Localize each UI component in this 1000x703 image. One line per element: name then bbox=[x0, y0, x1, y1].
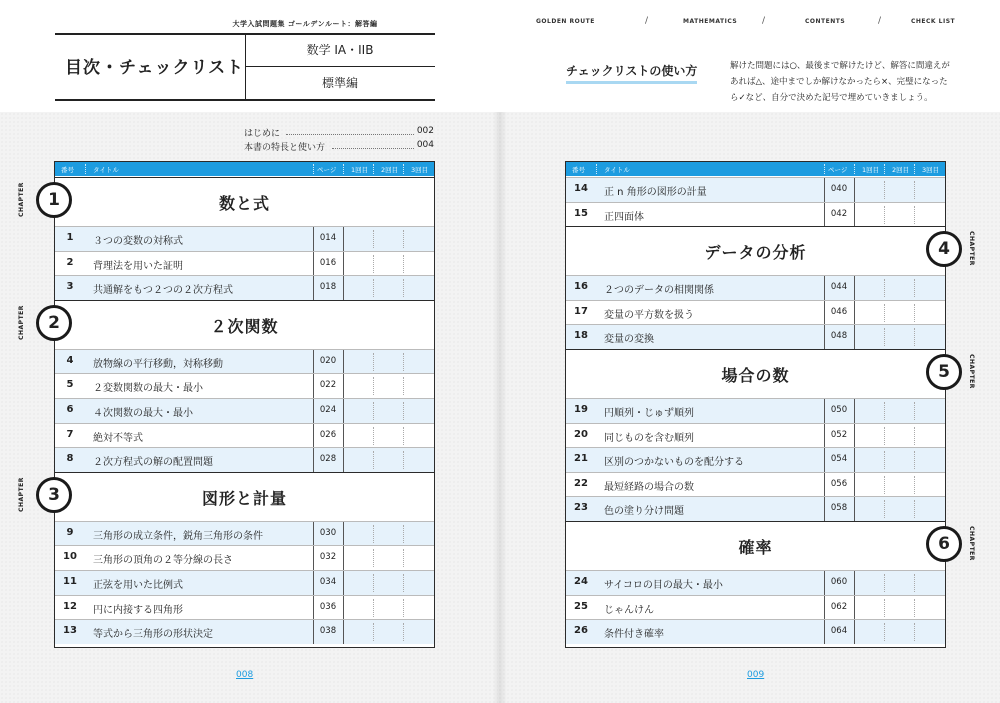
check-cell-1[interactable] bbox=[854, 473, 884, 497]
column-divider bbox=[313, 252, 314, 276]
check-cell-1[interactable] bbox=[343, 546, 373, 570]
level-label: 標準編 bbox=[321, 76, 358, 90]
column-divider bbox=[313, 546, 314, 570]
howto-text: 解けた問題には○、最後まで解けたけど、解答に間違えがあれば△、途中までしか解けなかったら×、完璧になったら✓など、自分で決めた記号で埋めていきましょう。 bbox=[730, 61, 950, 103]
subject-label: 数学 IA・IIB bbox=[306, 43, 374, 57]
check-cell-1[interactable] bbox=[343, 399, 373, 423]
table-row bbox=[55, 349, 434, 374]
problem-number: 5 bbox=[66, 379, 74, 391]
check-cell-1[interactable] bbox=[854, 448, 884, 472]
check-cell-2[interactable] bbox=[884, 203, 914, 227]
column-divider bbox=[824, 178, 825, 202]
check-cell-2[interactable] bbox=[373, 424, 403, 448]
problem-page: 040 bbox=[830, 184, 848, 194]
problem-title: ２つのデータの相関関係 bbox=[604, 285, 714, 297]
check-cell-2[interactable] bbox=[373, 546, 403, 570]
problem-page: 062 bbox=[830, 601, 848, 612]
check-cell-3[interactable] bbox=[403, 620, 433, 644]
header-title: タイトル bbox=[604, 166, 630, 174]
problem-page: 022 bbox=[319, 380, 337, 391]
intro-item bbox=[244, 126, 434, 140]
header-title: タイトル bbox=[93, 166, 119, 174]
column-divider bbox=[824, 620, 825, 644]
problem-page: 058 bbox=[830, 503, 848, 514]
problem-number: 13 bbox=[63, 625, 77, 637]
nav-separator: / bbox=[762, 16, 766, 26]
table-header bbox=[566, 162, 945, 176]
check-cell-2[interactable] bbox=[373, 571, 403, 595]
table-row bbox=[566, 619, 945, 644]
check-cell-3[interactable] bbox=[914, 178, 944, 202]
header-c1: 1回目 bbox=[351, 166, 369, 174]
check-cell-3[interactable] bbox=[403, 227, 433, 251]
check-cell-2[interactable] bbox=[884, 399, 914, 423]
problem-page: 048 bbox=[830, 331, 848, 342]
table-row bbox=[55, 521, 434, 546]
intro-list bbox=[244, 126, 434, 156]
chapter-title: 図形と計量 bbox=[201, 488, 287, 508]
chapter-label: CHAPTER bbox=[17, 304, 25, 340]
check-cell-3[interactable] bbox=[914, 276, 944, 300]
check-cell-1[interactable] bbox=[854, 596, 884, 620]
problem-number: 10 bbox=[63, 551, 77, 563]
problem-title: 正 n 角形の図形の計量 bbox=[604, 187, 707, 198]
problem-title: 等式から三角形の形状決定 bbox=[93, 629, 213, 641]
problem-number: 26 bbox=[574, 625, 588, 637]
column-divider bbox=[313, 448, 314, 472]
intro-item bbox=[244, 140, 434, 154]
header-page: ページ bbox=[828, 166, 848, 174]
header-c2: 2回目 bbox=[892, 166, 910, 174]
intro-label: 本書の特長と使い方 bbox=[244, 143, 326, 153]
header-divider bbox=[824, 164, 825, 174]
column-divider bbox=[824, 473, 825, 497]
intro-label: はじめに bbox=[244, 129, 281, 139]
chapter-label: CHAPTER bbox=[17, 476, 25, 512]
table-row bbox=[55, 619, 434, 644]
check-cell-3[interactable] bbox=[914, 301, 944, 325]
problem-title: 区別のつかないものを配分する bbox=[604, 457, 744, 469]
check-cell-1[interactable] bbox=[854, 203, 884, 227]
howto-title: チェックリストの使い方 bbox=[566, 62, 697, 84]
dot-leader bbox=[332, 148, 414, 149]
header-divider bbox=[85, 164, 86, 174]
check-cell-1[interactable] bbox=[854, 178, 884, 202]
book-title: 大学入試問題集 ゴールデンルート：解答編 bbox=[232, 20, 378, 28]
check-cell-2[interactable] bbox=[884, 473, 914, 497]
check-cell-2[interactable] bbox=[884, 424, 914, 448]
check-cell-3[interactable] bbox=[403, 424, 433, 448]
problem-page: 060 bbox=[830, 577, 848, 587]
check-cell-1[interactable] bbox=[343, 227, 373, 251]
header-divider bbox=[373, 164, 374, 174]
check-cell-1[interactable] bbox=[343, 620, 373, 644]
check-cell-2[interactable] bbox=[373, 252, 403, 276]
nav-item: MATHEMATICS bbox=[683, 18, 738, 25]
check-cell-2[interactable] bbox=[884, 448, 914, 472]
problem-page: 016 bbox=[319, 257, 337, 268]
check-cell-3[interactable] bbox=[403, 571, 433, 595]
chapter-heading bbox=[566, 521, 945, 571]
table-row bbox=[55, 595, 434, 620]
problem-number: 24 bbox=[574, 576, 588, 587]
chapter-label: CHAPTER bbox=[967, 231, 975, 267]
table-row bbox=[566, 472, 945, 497]
table-row bbox=[55, 447, 434, 472]
problem-page: 054 bbox=[830, 454, 848, 465]
check-cell-2[interactable] bbox=[884, 620, 914, 644]
problem-title: ４次関数の最大・最小 bbox=[93, 408, 193, 419]
header-c3: 3回目 bbox=[922, 166, 940, 174]
table-row bbox=[566, 275, 945, 300]
left-page bbox=[0, 0, 498, 703]
table-row bbox=[55, 373, 434, 398]
problem-title: 円順列・じゅず順列 bbox=[604, 408, 694, 419]
problem-number: 25 bbox=[574, 600, 588, 612]
problem-title: ２変数関数の最大・最小 bbox=[93, 383, 203, 395]
check-cell-2[interactable] bbox=[884, 497, 914, 521]
table-row bbox=[566, 570, 945, 595]
problem-page: 050 bbox=[830, 405, 848, 415]
check-cell-3[interactable] bbox=[914, 571, 944, 595]
header-no: 番号 bbox=[572, 166, 585, 174]
chapter-heading bbox=[566, 349, 945, 399]
table-row bbox=[55, 423, 434, 448]
problem-number: 7 bbox=[66, 428, 74, 440]
problem-page: 018 bbox=[319, 282, 337, 293]
check-cell-1[interactable] bbox=[854, 620, 884, 644]
table-row bbox=[55, 545, 434, 570]
header-c1: 1回目 bbox=[862, 166, 880, 174]
table-row bbox=[566, 496, 945, 521]
chapter-number-badge: 6 bbox=[926, 526, 962, 562]
checklist-table-left bbox=[54, 161, 435, 648]
check-cell-3[interactable] bbox=[403, 522, 433, 546]
check-cell-3[interactable] bbox=[403, 276, 433, 300]
check-cell-3[interactable] bbox=[914, 448, 944, 472]
problem-title: じゃんけん bbox=[604, 604, 654, 616]
check-cell-1[interactable] bbox=[343, 571, 373, 595]
table-row bbox=[566, 423, 945, 448]
column-divider bbox=[824, 203, 825, 227]
problem-number: 16 bbox=[574, 281, 588, 293]
problem-page: 042 bbox=[830, 208, 848, 219]
problem-number: 19 bbox=[574, 404, 588, 415]
table-row bbox=[566, 447, 945, 472]
check-cell-3[interactable] bbox=[403, 374, 433, 398]
check-cell-1[interactable] bbox=[854, 424, 884, 448]
chapter-heading bbox=[55, 300, 434, 350]
check-cell-2[interactable] bbox=[373, 374, 403, 398]
column-divider bbox=[824, 424, 825, 448]
check-cell-3[interactable] bbox=[914, 473, 944, 497]
check-cell-3[interactable] bbox=[914, 596, 944, 620]
problem-title: 最短経路の場合の数 bbox=[604, 481, 694, 493]
problem-page: 034 bbox=[319, 577, 337, 587]
problem-page: 052 bbox=[830, 429, 848, 440]
check-cell-1[interactable] bbox=[343, 350, 373, 374]
page-title: 目次・チェックリスト bbox=[65, 58, 245, 78]
check-cell-1[interactable] bbox=[343, 252, 373, 276]
check-cell-3[interactable] bbox=[914, 325, 944, 349]
column-divider bbox=[313, 620, 314, 644]
problem-number: 23 bbox=[574, 502, 588, 514]
table-row bbox=[55, 275, 434, 300]
check-cell-1[interactable] bbox=[343, 424, 373, 448]
column-divider bbox=[824, 276, 825, 300]
check-cell-1[interactable] bbox=[854, 301, 884, 325]
title-box bbox=[55, 33, 435, 101]
check-cell-2[interactable] bbox=[373, 448, 403, 472]
check-cell-3[interactable] bbox=[403, 596, 433, 620]
column-divider bbox=[824, 325, 825, 349]
column-divider bbox=[824, 448, 825, 472]
problem-page: 030 bbox=[319, 527, 337, 538]
chapter-number-badge: 5 bbox=[926, 354, 962, 390]
problem-title: 色の塗り分け問題 bbox=[604, 506, 684, 518]
checklist-table-right bbox=[565, 161, 946, 648]
check-cell-3[interactable] bbox=[403, 350, 433, 374]
table-row bbox=[566, 177, 945, 202]
page-number: 008 bbox=[236, 670, 254, 680]
column-divider bbox=[824, 301, 825, 325]
header-divider bbox=[313, 164, 314, 174]
column-divider bbox=[313, 350, 314, 374]
column-divider bbox=[313, 571, 314, 595]
problem-title: ３つの変数の対称式 bbox=[93, 236, 183, 247]
header-divider bbox=[343, 164, 344, 174]
chapter-label: CHAPTER bbox=[967, 354, 975, 389]
chapter-title: 場合の数 bbox=[721, 366, 790, 385]
nav-separator: / bbox=[645, 16, 649, 26]
check-cell-1[interactable] bbox=[343, 596, 373, 620]
header-divider bbox=[884, 164, 885, 174]
check-cell-2[interactable] bbox=[884, 301, 914, 325]
check-cell-3[interactable] bbox=[914, 399, 944, 423]
problem-number: 21 bbox=[574, 453, 588, 465]
check-cell-1[interactable] bbox=[854, 399, 884, 423]
problem-title: 放物線の平行移動，対称移動 bbox=[93, 358, 223, 370]
check-cell-2[interactable] bbox=[884, 571, 914, 595]
check-cell-2[interactable] bbox=[884, 276, 914, 300]
check-cell-3[interactable] bbox=[403, 546, 433, 570]
problem-title: 三角形の成立条件，鋭角三角形の条件 bbox=[93, 530, 263, 542]
problem-number: 20 bbox=[574, 428, 588, 440]
problem-page: 036 bbox=[319, 601, 337, 612]
problem-title: 変量の変換 bbox=[604, 334, 654, 346]
column-divider bbox=[313, 424, 314, 448]
problem-number: 8 bbox=[66, 453, 74, 465]
column-divider bbox=[313, 276, 314, 300]
problem-title: 共通解をもつ２つの２次方程式 bbox=[93, 285, 233, 297]
header-divider bbox=[596, 164, 597, 174]
problem-page: 038 bbox=[319, 626, 337, 637]
column-divider bbox=[824, 596, 825, 620]
check-cell-2[interactable] bbox=[884, 178, 914, 202]
problem-title: 円に内接する四角形 bbox=[93, 604, 183, 616]
problem-title: 正四面体 bbox=[604, 211, 644, 223]
chapter-title: データの分析 bbox=[704, 243, 807, 263]
table-row bbox=[566, 324, 945, 349]
check-cell-2[interactable] bbox=[373, 276, 403, 300]
problem-number: 3 bbox=[66, 281, 74, 293]
chapter-title: 確率 bbox=[738, 538, 773, 557]
problem-number: 6 bbox=[66, 404, 74, 415]
header-divider bbox=[914, 164, 915, 174]
problem-number: 14 bbox=[574, 183, 588, 194]
problem-page: 032 bbox=[319, 552, 337, 563]
problem-page: 028 bbox=[319, 454, 337, 465]
problem-title: 同じものを含む順列 bbox=[604, 432, 694, 444]
check-cell-2[interactable] bbox=[884, 325, 914, 349]
problem-page: 024 bbox=[319, 405, 337, 415]
chapter-heading bbox=[55, 472, 434, 522]
problem-number: 17 bbox=[574, 305, 588, 317]
check-cell-3[interactable] bbox=[403, 448, 433, 472]
check-cell-2[interactable] bbox=[884, 596, 914, 620]
problem-page: 026 bbox=[319, 429, 337, 440]
problem-number: 1 bbox=[66, 232, 74, 243]
header-no: 番号 bbox=[61, 166, 74, 174]
intro-page: 004 bbox=[416, 140, 434, 150]
check-cell-3[interactable] bbox=[914, 203, 944, 227]
problem-page: 020 bbox=[319, 355, 337, 366]
problem-title: 三角形の頂角の２等分線の長さ bbox=[93, 555, 233, 567]
check-cell-2[interactable] bbox=[373, 596, 403, 620]
problem-title: 条件付き確率 bbox=[604, 629, 664, 641]
subtitle-divider bbox=[245, 66, 435, 67]
table-row bbox=[55, 251, 434, 276]
column-divider bbox=[824, 399, 825, 423]
column-divider bbox=[313, 227, 314, 251]
intro-page: 002 bbox=[416, 126, 434, 136]
problem-number: 18 bbox=[574, 330, 588, 342]
check-cell-3[interactable] bbox=[914, 424, 944, 448]
table-row bbox=[566, 202, 945, 227]
chapter-number-badge: 2 bbox=[36, 305, 72, 341]
problem-number: 11 bbox=[63, 576, 77, 587]
problem-title: 正弦を用いた比例式 bbox=[93, 580, 183, 591]
problem-number: 2 bbox=[66, 256, 74, 268]
check-cell-2[interactable] bbox=[373, 522, 403, 546]
check-cell-3[interactable] bbox=[914, 620, 944, 644]
header-divider bbox=[403, 164, 404, 174]
chapter-label: CHAPTER bbox=[17, 182, 25, 217]
problem-page: 056 bbox=[830, 478, 848, 489]
nav-item: CHECK LIST bbox=[911, 18, 956, 25]
check-cell-2[interactable] bbox=[373, 227, 403, 251]
problem-title: 変量の平方数を扱う bbox=[604, 309, 694, 321]
check-cell-3[interactable] bbox=[914, 497, 944, 521]
nav-item: CONTENTS bbox=[805, 18, 846, 25]
column-divider bbox=[313, 596, 314, 620]
dot-leader bbox=[286, 134, 414, 135]
problem-number: 9 bbox=[66, 526, 74, 538]
book-gutter bbox=[493, 112, 507, 703]
problem-number: 15 bbox=[574, 207, 588, 219]
check-cell-1[interactable] bbox=[854, 276, 884, 300]
problem-page: 014 bbox=[319, 233, 337, 243]
problem-page: 044 bbox=[830, 282, 848, 293]
column-divider bbox=[824, 571, 825, 595]
nav-separator: / bbox=[878, 16, 882, 26]
problem-number: 4 bbox=[66, 354, 74, 366]
header-c2: 2回目 bbox=[381, 166, 399, 174]
problem-page: 046 bbox=[830, 306, 848, 317]
check-cell-2[interactable] bbox=[373, 399, 403, 423]
problem-title: 絶対不等式 bbox=[93, 432, 143, 444]
problem-title: ２次方程式の解の配置問題 bbox=[93, 457, 213, 469]
chapter-number-badge: 4 bbox=[926, 231, 962, 267]
table-row bbox=[566, 595, 945, 620]
column-divider bbox=[313, 399, 314, 423]
check-cell-1[interactable] bbox=[854, 325, 884, 349]
check-cell-1[interactable] bbox=[854, 571, 884, 595]
problem-number: 22 bbox=[574, 477, 588, 489]
header-page: ページ bbox=[317, 166, 337, 174]
chapter-title: ２次関数 bbox=[210, 316, 279, 336]
problem-title: 背理法を用いた証明 bbox=[93, 260, 183, 272]
table-row bbox=[55, 226, 434, 251]
chapter-heading bbox=[55, 177, 434, 227]
check-cell-1[interactable] bbox=[343, 522, 373, 546]
table-row bbox=[55, 398, 434, 423]
column-divider bbox=[824, 497, 825, 521]
check-cell-1[interactable] bbox=[854, 497, 884, 521]
right-page bbox=[498, 0, 1000, 703]
chapter-number-badge: 1 bbox=[36, 182, 72, 218]
nav-item: GOLDEN ROUTE bbox=[536, 18, 595, 25]
header-divider bbox=[854, 164, 855, 174]
column-divider bbox=[313, 374, 314, 398]
chapter-label: CHAPTER bbox=[967, 526, 975, 561]
chapter-heading bbox=[566, 226, 945, 276]
check-cell-1[interactable] bbox=[343, 276, 373, 300]
column-divider bbox=[313, 522, 314, 546]
chapter-number-badge: 3 bbox=[36, 477, 72, 513]
check-cell-1[interactable] bbox=[343, 374, 373, 398]
check-cell-3[interactable] bbox=[403, 399, 433, 423]
problem-number: 12 bbox=[63, 600, 77, 612]
header-c3: 3回目 bbox=[411, 166, 429, 174]
table-header bbox=[55, 162, 434, 176]
problem-page: 064 bbox=[830, 626, 848, 637]
table-row bbox=[55, 570, 434, 595]
problem-title: サイコロの目の最大・最小 bbox=[604, 580, 723, 591]
table-row bbox=[566, 398, 945, 423]
check-cell-3[interactable] bbox=[403, 252, 433, 276]
check-cell-2[interactable] bbox=[373, 350, 403, 374]
table-row bbox=[566, 300, 945, 325]
chapter-title: 数と式 bbox=[218, 194, 270, 213]
page-number: 009 bbox=[747, 670, 765, 680]
check-cell-1[interactable] bbox=[343, 448, 373, 472]
check-cell-2[interactable] bbox=[373, 620, 403, 644]
